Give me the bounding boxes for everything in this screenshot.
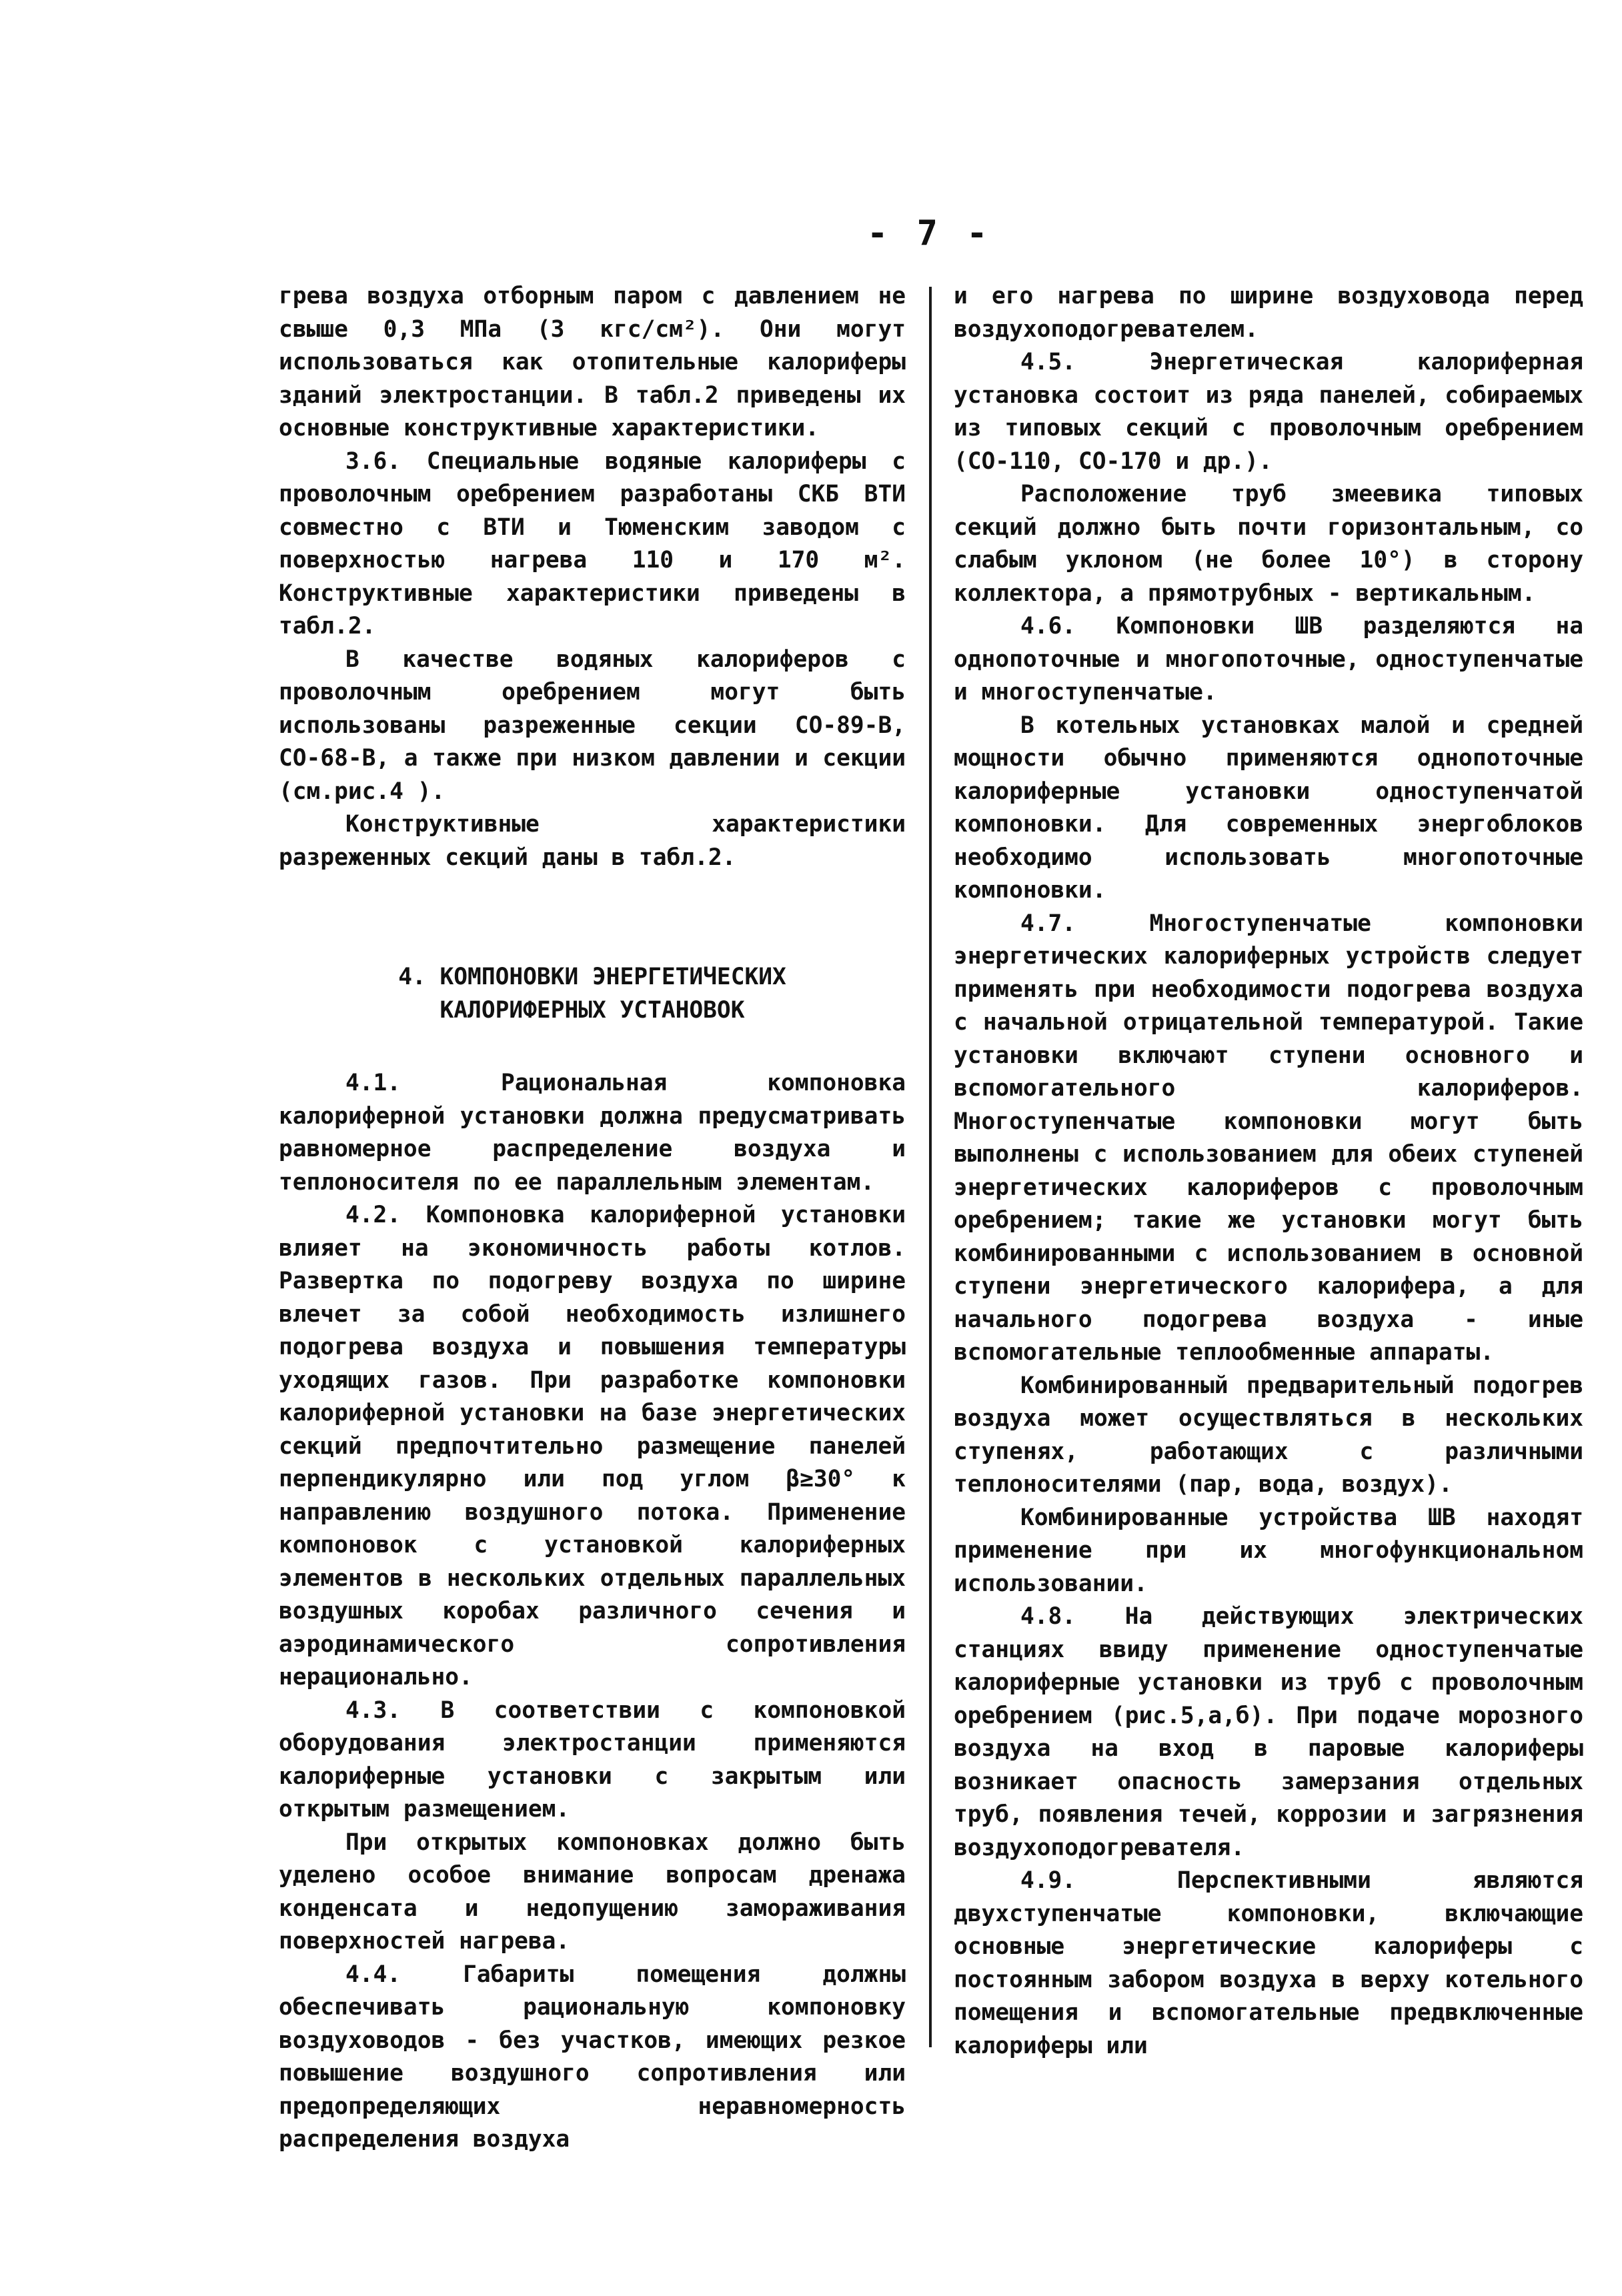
paragraph: При открытых компоновках должно быть уделено особое внимание вопросам дренажа конденсата и недопущению замораживания поверхностей нагрева. [279, 1829, 906, 1955]
right-column [954, 280, 1583, 2063]
paragraph: Расположение труб змеевика типовых секций должно быть почти горизонтальным, со слабым уклоном (не более 10°) в сторону коллектора, а прямотрубных - вертикальным. [954, 481, 1583, 607]
column-divider [929, 287, 932, 2047]
left-column [279, 280, 906, 2157]
spacer [279, 874, 906, 961]
paragraph: Комбинированный предварительный подогрев воздуха может осуществляться в нескольких ступенях, работающих с различными теплоносителями (пар, вода, воздух). [954, 1372, 1583, 1498]
section-heading-line-2: КАЛОРИФЕРНЫХ УСТАНОВОК [440, 996, 745, 1024]
paragraph-4-1: 4.1. Рациональная компоновка калориферной установки должна предусматривать равномерное распределение воздуха и теплоносителя по ее параллельным элементам. [279, 1070, 906, 1196]
paragraph-4-5: 4.5. Энергетическая калориферная установка состоит из ряда панелей, собираемых из типовых секций с проволочным оребрением (СО-110, СО-170 и др.). [954, 349, 1583, 475]
spacer [279, 1027, 906, 1067]
paragraph-4-7: 4.7. Многоступенчатые компоновки энергетических калориферных устройств следует применять при необходимости подогрева воздуха с начальной отрицательной температурой. Такие установки включают ступени основного и вспомогательного калориферов. Многоступенчатые компоновки могут быть выполнены с использованием для обеих ступеней энергетических калориферов с проволочным оребрением; такие же установки могут быть комбинированными с использованием в основной ступени энергетического калорифера, а для начального подогрева воздуха - иные вспомогательные теплообменные аппараты. [954, 910, 1583, 1366]
section-heading-line-1: 4. КОМПОНОВКИ ЭНЕРГЕТИЧЕСКИХ [398, 964, 786, 990]
paragraph: Конструктивные характеристики разреженных секций даны в табл.2. [279, 811, 906, 871]
paragraph-4-3: 4.3. В соответствии с компоновкой оборудования электростанции применяются калориферные установки с закрытым или открытым размещением. [279, 1696, 906, 1823]
paragraph-4-9: 4.9. Перспективными являются двухступенчатые компоновки, включающие основные энергетические калориферы с постоянным забором воздуха в верху котельного помещения и вспомогательные предвключенные калориферы или [954, 1867, 1583, 2059]
paragraph: Комбинированные устройства ШВ находят применение при их многофункциональном использовании. [954, 1504, 1583, 1597]
paragraph-4-2: 4.2. Компоновка калориферной установки влияет на экономичность работы котлов. Развертка по подогреву воздуха по ширине влечет за собой необходимость излишнего подогрева воздуха и повышения температуры уходящих газов. При разработке компоновки калориферной установки на базе энергетических секций предпочтительно размещение панелей перпендикулярно или под углом β≥30° к направлению воздушного потока. Применение компоновок с установкой калориферных элементов в нескольких отдельных параллельных воздушных коробах различного сечения и аэродинамического сопротивления нерационально. [279, 1202, 906, 1690]
paragraph-4-4: 4.4. Габариты помещения должны обеспечивать рациональную компоновку воздуховодов - без участков, имеющих резкое повышение воздушного сопротивления или предопределяющих неравномерность распределения воздуха [279, 1961, 906, 2153]
paragraph: В качестве водяных калориферов с проволочным оребрением могут быть использованы разреженные секции СО-89-В, СО-68-В, а также при низком давлении и секции (см.рис.4 ). [279, 646, 906, 805]
paragraph: В котельных установках малой и средней мощности обычно применяются однопоточные калориферные установки одноступенчатой компоновки. Для современных энергоблоков необходимо использовать многопоточные компоновки. [954, 712, 1583, 904]
paragraph-4-8: 4.8. На действующих электрических станциях ввиду применение одноступенчатые калориферные установки из труб с проволочным оребрением (рис.5,а,б). При подаче морозного воздуха на вход в паровые калориферы возникает опасность замерзания отдельных труб, появления течей, коррозии и загрязнения воздухоподогревателя. [954, 1603, 1583, 1861]
paragraph: и его нагрева по ширине воздуховода перед воздухоподогревателем. [954, 283, 1583, 343]
paragraph-4-6: 4.6. Компоновки ШВ разделяются на однопоточные и многопоточные, одноступенчатые и многоступенчатые. [954, 613, 1583, 706]
page-number: - 7 - [867, 213, 992, 253]
paragraph-3-6: 3.6. Специальные водяные калориферы с проволочным оребрением разработаны СКБ ВТИ совместно с ВТИ и Тюменским заводом с поверхностью нагрева 110 и 170 м². Конструктивные характеристики приведены в табл.2. [279, 447, 906, 640]
paragraph: грева воздуха отборным паром с давлением не свыше 0,3 МПа (3 кгс/см²). Они могут использоваться как отопительные калориферы зданий электростанции. В табл.2 приведены их основные конструктивные характеристики. [279, 283, 906, 441]
